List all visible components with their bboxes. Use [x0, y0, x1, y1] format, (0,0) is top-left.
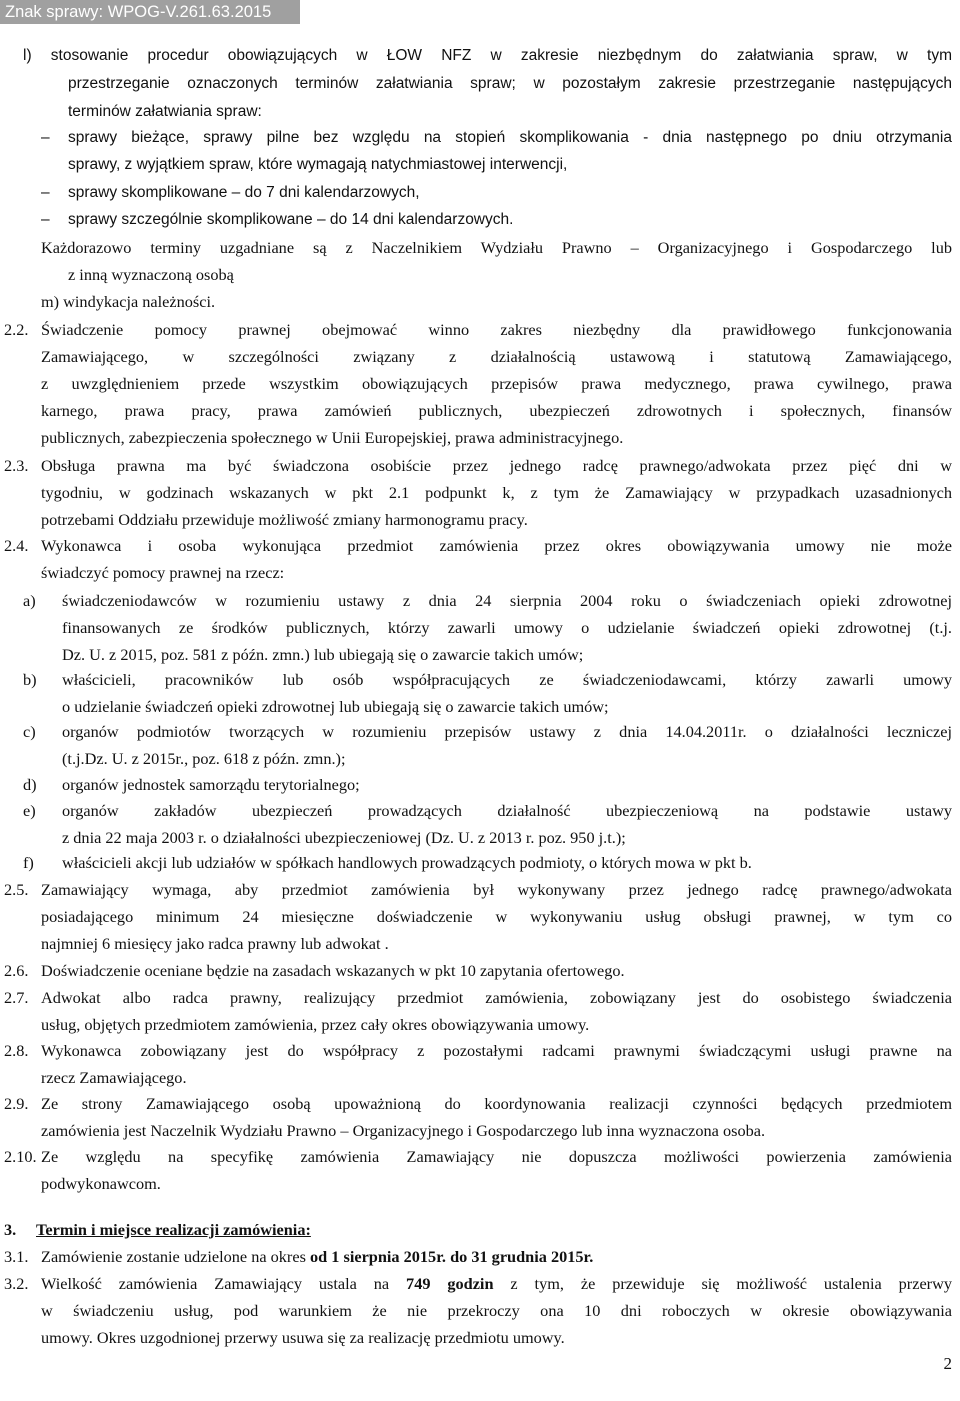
contract-period: od 1 sierpnia 2015r. do 31 grudnia 2015r.: [310, 1247, 594, 1266]
section-line: Świadczenie pomocy prawnej obejmować winno zakres niezbędny dla prawidłowego funkcjonowania: [41, 320, 952, 339]
section-line: podwykonawcom.: [41, 1174, 161, 1193]
section-line: Zamawiający wymaga, aby przedmiot zamówienia był wykonywany przez jednego radcę prawnego/adwokata: [41, 880, 952, 899]
subitem-letter: a): [23, 591, 36, 610]
note-line: Każdorazowo terminy uzgadniane są z Naczelnikiem Wydziału Prawno – Organizacyjnego i Gospodarczego lub: [41, 238, 952, 257]
section-line: Zamawiającego, w szczególności związany z działalnością ustawową i statutową Zamawiającego,: [41, 347, 952, 366]
subitem-letter: b): [23, 670, 37, 689]
dash-bullet: –: [41, 211, 50, 228]
subitem-line: organów zakładów ubezpieczeń prowadzących działalność ubezpieczeniową na podstawie ustawy: [62, 801, 952, 820]
section-line: świadczyć pomocy prawnej na rzecz:: [41, 563, 285, 582]
section-number: 2.8.: [4, 1041, 29, 1060]
section-line: najmniej 6 miesięcy jako radca prawny lub adwokat .: [41, 934, 389, 953]
section-3-1-line: [41, 1247, 593, 1267]
section-line: Adwokat albo radca prawny, realizujący przedmiot zamówienia, zobowiązany jest do osobistego świadczenia: [41, 988, 952, 1007]
section-line: usług, objętych przedmiotem zamówienia, przez cały okres obowiązywania umowy.: [41, 1015, 590, 1034]
subitem-letter: c): [23, 722, 36, 741]
section-line: Wykonawca i osoba wykonująca przedmiot zamówienia przez okres obowiązywania umowy nie może: [41, 536, 952, 555]
section-3-title: Termin i miejsce realizacji zamówienia:: [36, 1220, 311, 1239]
dash-bullet: –: [41, 129, 50, 146]
section-line: tygodniu, w godzinach wskazanych w pkt 2.1 podpunkt k, z tym że Zamawiający w przypadkach uzasadnionych: [41, 483, 952, 502]
section-3-number: 3.: [4, 1220, 17, 1239]
dash-bullet: –: [41, 184, 50, 201]
document-case-reference: Znak sprawy: WPOG-V.261.63.2015: [0, 0, 300, 24]
section-number: 2.5.: [4, 880, 29, 899]
item-m: m) windykacja należności.: [41, 292, 216, 311]
section-line: zamówienia jest Naczelnik Wydziału Prawno – Organizacyjnego i Gospodarczego lub inna wyznaczona osoba.: [41, 1121, 766, 1140]
dash-item-line: sprawy skomplikowane – do 7 dni kalendarzowych,: [68, 184, 420, 201]
subitem-line: Dz. U. z 2015, poz. 581 z późn. zmn.) lub ubiegają się o zawarcie takich umów;: [62, 645, 584, 664]
section-number: 2.9.: [4, 1094, 29, 1113]
section-3-2-text: z tym, że przewiduje się możliwość ustalenia przerwy: [493, 1274, 952, 1293]
section-3-2-line: w świadczeniu usług, pod warunkiem że nie przekroczy ona 10 dni roboczych w okresie obowiązywania: [41, 1301, 952, 1320]
section-line: Ze strony Zamawiającego osobą upoważnioną do koordynowania realizacji czynności będących przedmiotem: [41, 1094, 952, 1113]
item-l-line: l) stosowanie procedur obowiązujących w ŁOW NFZ w zakresie niezbędnym do załatwiania spraw, w tym: [23, 47, 952, 64]
subitem-letter: f): [23, 853, 34, 872]
subitem-line: o udzielanie świadczeń opieki zdrowotnej lub ubiegają się o zawarcie takich umów;: [62, 697, 609, 716]
section-line: potrzebami Oddziału przewiduje możliwość zmiany harmonogramu pracy.: [41, 510, 528, 529]
page-number: 2: [943, 1354, 952, 1373]
section-line: rzecz Zamawiającego.: [41, 1068, 187, 1087]
section-line: Ze względu na specyfikę zamówienia Zamawiający nie dopuszcza możliwości powierzenia zamówienia: [41, 1147, 952, 1166]
subitem-line: (t.j.Dz. U. z 2015r., poz. 618 z późn. zmn.);: [62, 749, 346, 768]
subitem-line: organów podmiotów tworzących w rozumieniu przepisów ustawy z dnia 14.04.2011r. o działalności leczniczej: [62, 722, 952, 741]
section-number: 2.2.: [4, 320, 29, 339]
section-3-2-line: [41, 1274, 952, 1294]
subitem-line: organów jednostek samorządu terytorialnego;: [62, 775, 360, 794]
section-line: publicznych, zabezpieczenia społecznego w Unii Europejskiej, prawa administracyjnego.: [41, 428, 624, 447]
subitem-letter: d): [23, 775, 37, 794]
section-3-2-line: umowy. Okres uzgodnionej przerwy usuwa się za realizację przedmiotu umowy.: [41, 1328, 565, 1347]
section-line: z uwzględnieniem przede wszystkim obowiązujących przepisów prawa medycznego, prawa cywilnego, prawa: [41, 374, 952, 393]
section-3-1-number: 3.1.: [4, 1247, 29, 1266]
section-line: Wykonawca zobowiązany jest do współpracy z pozostałymi radcami prawnymi świadczącymi usługi prawne na: [41, 1041, 952, 1060]
section-number: 2.7.: [4, 988, 29, 1007]
subitem-line: świadczeniodawców w rozumieniu ustawy z dnia 24 sierpnia 2004 roku o świadczeniach opieki zdrowotnej: [62, 591, 952, 610]
subitem-line: finansowanych ze środków publicznych, którzy zawarli umowy o udzielanie świadczeń opieki zdrowotnej (t.j.: [62, 618, 952, 637]
item-l-line: przestrzeganie oznaczonych terminów załatwiania spraw; w pozostałym zakresie przestrzeganie następujących: [68, 75, 952, 92]
subitem-line: z dnia 22 maja 2003 r. o działalności ubezpieczeniowej (Dz. U. z 2013 r. poz. 950 j.t.);: [62, 828, 626, 847]
note-line: z inną wyznaczoną osobą: [68, 265, 234, 284]
item-l-line: terminów załatwiania spraw:: [68, 103, 262, 120]
section-3-1-text: Zamówienie zostanie udzielone na okres: [41, 1247, 310, 1266]
section-line: Doświadczenie oceniane będzie na zasadach wskazanych w pkt 10 zapytania ofertowego.: [41, 961, 625, 980]
section-number: 2.10.: [4, 1147, 37, 1166]
dash-item-line: sprawy szczególnie skomplikowane – do 14 dni kalendarzowych.: [68, 211, 514, 228]
section-line: Obsługa prawna ma być świadczona osobiście przez jednego radcę prawnego/adwokata przez pięć dni w: [41, 456, 952, 475]
contract-hours: 749 godzin: [406, 1274, 494, 1293]
section-3-2-number: 3.2.: [4, 1274, 29, 1293]
section-line: karnego, prawa pracy, prawa zamówień publicznych, ubezpieczeń zdrowotnych i społecznych, finansów: [41, 401, 952, 420]
subitem-line: właścicieli, pracowników lub osób współpracujących ze świadczeniodawcami, którzy zawarli umowy: [62, 670, 952, 689]
dash-item-line: sprawy bieżące, sprawy pilne bez względu na stopień skomplikowania - dnia następnego po dniu otrzymania: [68, 129, 952, 146]
subitem-line: właścicieli akcji lub udziałów w spółkach handlowych prowadzących podmioty, o których mowa w pkt b.: [62, 853, 752, 872]
section-number: 2.4.: [4, 536, 29, 555]
section-line: posiadającego minimum 24 miesięczne doświadczenie w wykonywaniu usług obsługi prawnej, w tym co: [41, 907, 952, 926]
section-number: 2.3.: [4, 456, 29, 475]
subitem-letter: e): [23, 801, 36, 820]
section-number: 2.6.: [4, 961, 29, 980]
dash-item-line: sprawy, z wyjątkiem spraw, które wymagają natychmiastowej interwencji,: [68, 156, 568, 173]
section-3-2-text: Wielkość zamówienia Zamawiający ustala na: [41, 1274, 407, 1293]
